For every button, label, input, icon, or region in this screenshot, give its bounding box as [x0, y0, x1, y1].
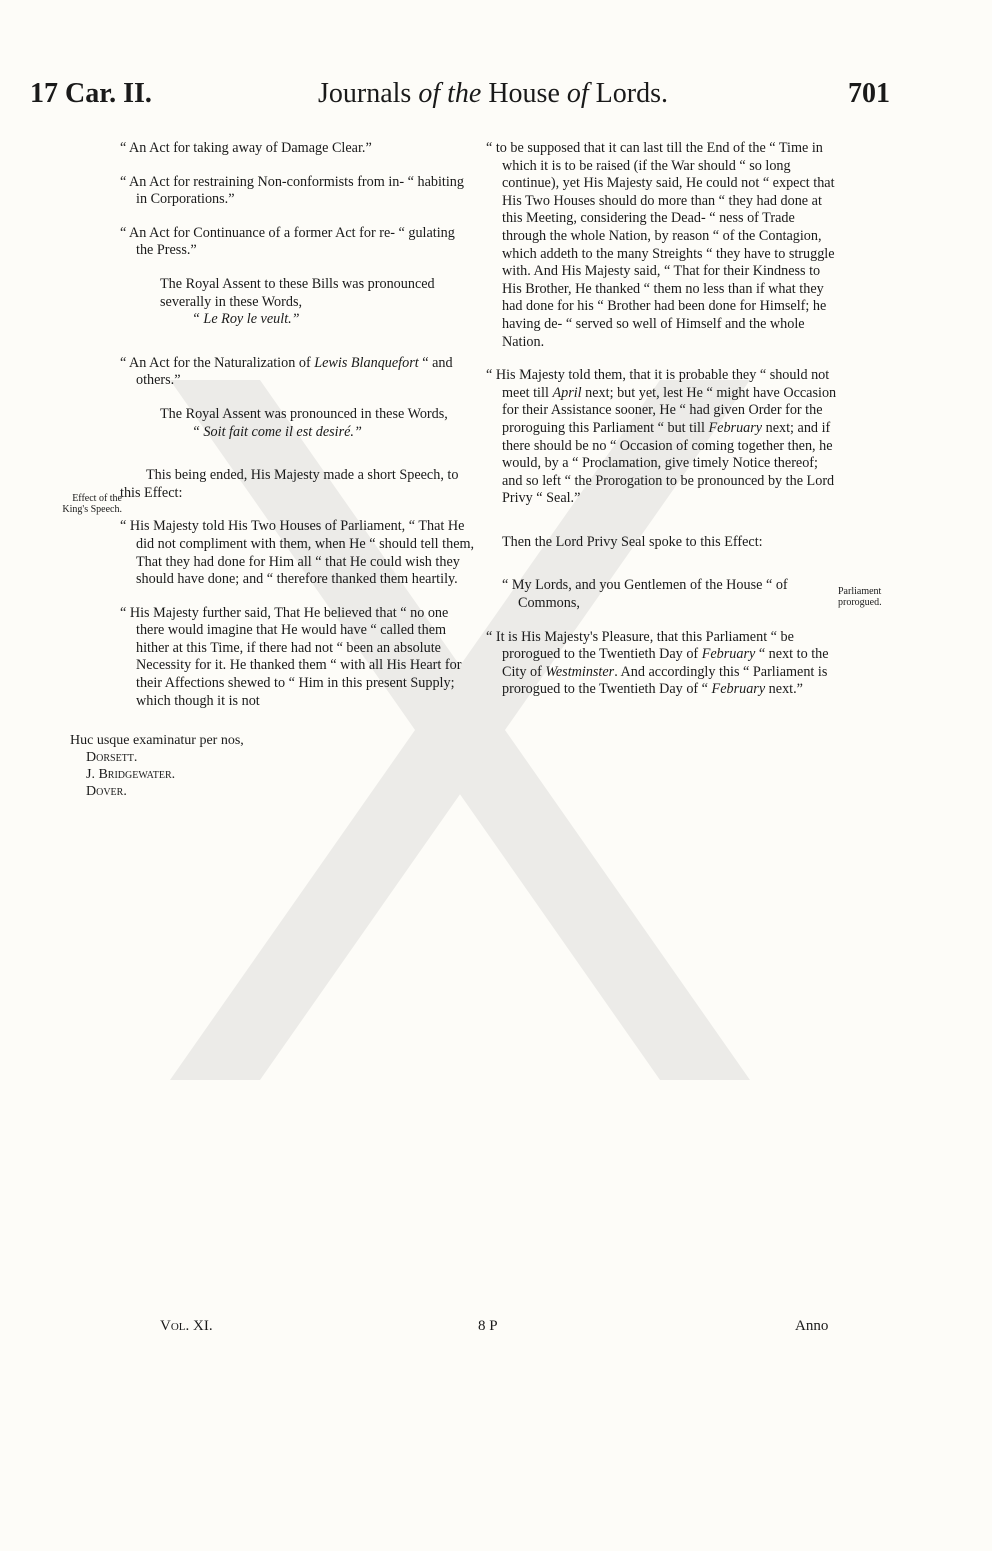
act-non-conformists: “ An Act for restraining Non-conformists from in- “ habiting in Corporations.”	[120, 173, 464, 208]
speech-continuation: “ to be supposed that it can last till the End of the “ Time in which it is to be raised (if the War should “ so long continue), yet His Majesty said, He could not “ expect that His Two Houses should do more than “ they had done at this Meeting, considering the Dead- “ ness of Trade through the whole Nation, by reason “ of the Contagion, which addeth to the many Streights “ they have to struggle with. And His Majesty said, “ That for their Kindness to His Brother, He thanked “ them no less than if what they had done for his “ Brother had been done for Himself; he having de- “ served so well of Himself and the whole Nation.	[486, 140, 835, 350]
privy-seal-intro: Then the Lord Privy Seal spoke to this Effect:	[502, 533, 763, 550]
privy-seal-address: “ My Lords, and you Gentlemen of the House “ of Commons,	[502, 577, 788, 612]
act-damage-clear: “ An Act for taking away of Damage Clear.”	[120, 140, 372, 156]
speech-prorogation: “ His Majesty told them, that it is probable they “ should not meet till April next; but yet, lest He “ might have Occasion for their Assistance sooner, He “ had given Order for the proroguing this Parliament “ but till February next; and if there should be no “ Occasion of coming together then, he would, by a “ Proclamation, give timely Notice thereof; and so left “ the Prorogation to be pronounced by the Lord Privy “ Seal.”	[486, 367, 837, 507]
speech-intro: This being ended, His Majesty made a short Speech, to this Effect:	[120, 467, 459, 501]
royal-assent-1-words: “ Le Roy le veult.”	[192, 311, 300, 328]
signatory: J. Bridgewater.	[86, 767, 176, 782]
signature-mark: 8 P	[478, 1318, 498, 1334]
act-naturalization: “ An Act for the Naturalization of Lewis Blanquefort “ and others.”	[120, 354, 453, 389]
signatory: Dorsett.	[86, 750, 138, 765]
prorogation-order: “ It is His Majesty's Pleasure, that this Parliament “ be prorogued to the Twentieth Day of February “ next to the City of Westminster. And accordingly this “ Parliament is prorogued to the Twentieth Day of “ February next.”	[486, 628, 829, 698]
speech-paragraph-2: “ His Majesty further said, That He believed that “ no one there would imagine that He would have “ called them hither at this Time, if there had not “ been an absolute Necessity for it. He thanked them “ with all His Heart for their Affections shewed to “ Him in this present Supply; which though it is not	[120, 604, 462, 709]
catchword: Anno	[795, 1318, 829, 1334]
running-title: Journals of the House of Lords.	[318, 78, 668, 109]
volume-number: Vol. XI.	[160, 1318, 213, 1334]
attestation: Huc usque examinatur per nos,	[70, 733, 244, 748]
page-number: 701	[848, 78, 890, 109]
right-column	[486, 140, 841, 699]
royal-assent-1: The Royal Assent to these Bills was pronounced severally in these Words,	[160, 275, 435, 310]
signatory: Dover.	[86, 784, 127, 799]
royal-assent-2-words: “ Soit fait come il est desiré.”	[192, 423, 362, 440]
act-press: “ An Act for Continuance of a former Act for re- “ gulating the Press.”	[120, 224, 455, 259]
margin-note-speech: Effect of the King's Speech.	[62, 493, 122, 515]
left-column	[120, 140, 475, 710]
speech-paragraph-1: “ His Majesty told His Two Houses of Parliament, “ That He did not compliment with them, when He “ should tell them, That they had done for Him all “ that He could wish they should have done; and “ therefore thanked them heartily.	[120, 518, 475, 588]
examination-signatures	[70, 732, 244, 800]
margin-note-prorogued: Parliament prorogued.	[838, 586, 882, 608]
regnal-year: 17 Car. II.	[30, 78, 152, 109]
royal-assent-2: The Royal Assent was pronounced in these Words,	[160, 405, 448, 422]
